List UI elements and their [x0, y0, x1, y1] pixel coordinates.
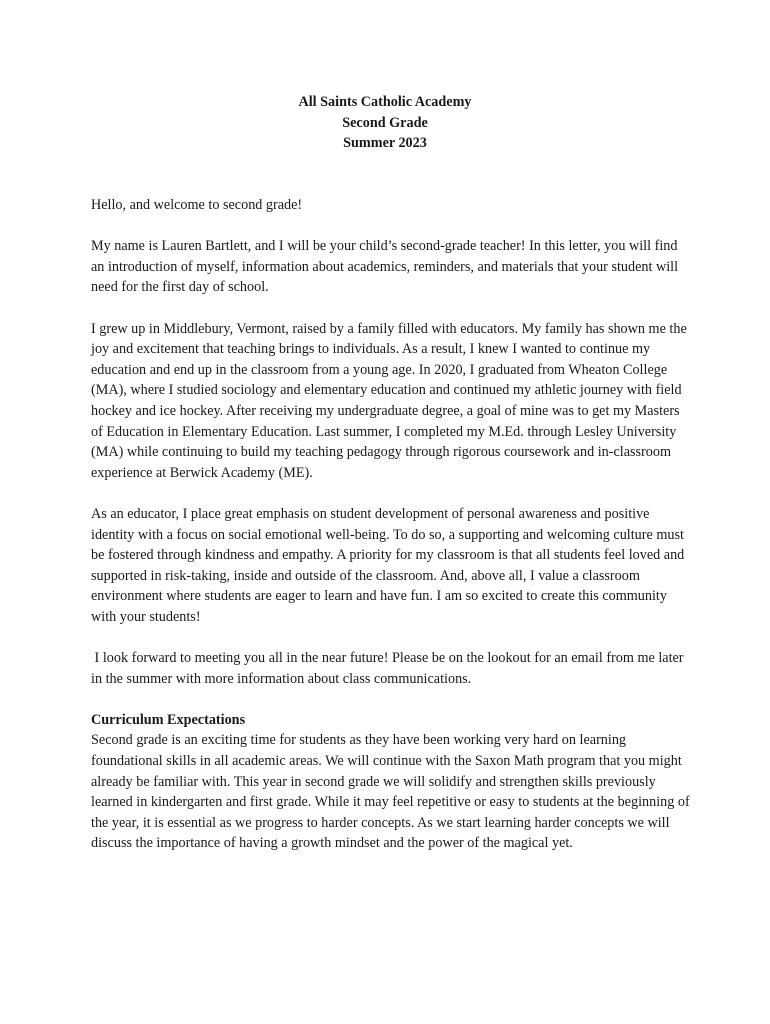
- background-paragraph: I grew up in Middlebury, Vermont, raised by a family filled with educators. My family has shown me the joy and excitement that teaching brings to individuals. As a result, I knew I wanted to continue my education and end up in the classroom from a young age. In 2020, I graduated from Wheaton College (MA), where I studied sociology and elementary education and continued my athletic journey with field hockey and ice hockey. After receiving my undergraduate degree, a goal of mine was to get my Masters of Education in Elementary Education. Last summer, I completed my M.Ed. through Lesley University (MA) while continuing to build my teaching pedagogy through rigorous coursework and in-classroom experience at Berwick Academy (ME).: [91, 320, 687, 481]
- grade-title: Second Grade: [342, 114, 428, 131]
- term-title: Summer 2023: [343, 135, 427, 151]
- philosophy-paragraph: As an educator, I place great emphasis on student development of personal awareness and positive identity with a focus on social emotional well-being. To do so, a supporting and welcoming culture must be fostered through kindness and empathy. A priority for my classroom is that all students feel loved and supported in risk-taking, inside and outside of the classroom. And, above all, I value a classroom environment where students are eager to learn and have fun. I am so excited to create this community with your students!: [91, 505, 685, 625]
- school-name: All Saints Catholic Academy: [298, 94, 472, 110]
- intro-paragraph: My name is Lauren Bartlett, and I will be your child’s second-grade teacher! In this letter, you will find an introduction of myself, information about academics, reminders, and materials that your student will need for the first day of school.: [91, 238, 679, 296]
- curriculum-paragraph: Second grade is an exciting time for students as they have been working very hard on learning foundational skills in all academic areas. We will continue with the Saxon Math program that you might already be familiar with. This year in second grade we will solidify and strengthen skills previously learned in kindergarten and first grade. While it may feel repetitive or easy to students at the beginning of the year, it is essential as we progress to harder concepts. As we start learning harder concepts we will discuss the importance of having a growth mindset and the power of the magical yet.: [91, 732, 690, 852]
- curriculum-heading: Curriculum Expectations: [91, 711, 246, 728]
- letter-header: [0, 92, 770, 154]
- greeting: Hello, and welcome to second grade!: [91, 197, 303, 213]
- closing-paragraph: I look forward to meeting you all in the near future! Please be on the lookout for an email from me later in the summer with more information about class communications.: [91, 650, 688, 687]
- letter-body: [91, 195, 691, 854]
